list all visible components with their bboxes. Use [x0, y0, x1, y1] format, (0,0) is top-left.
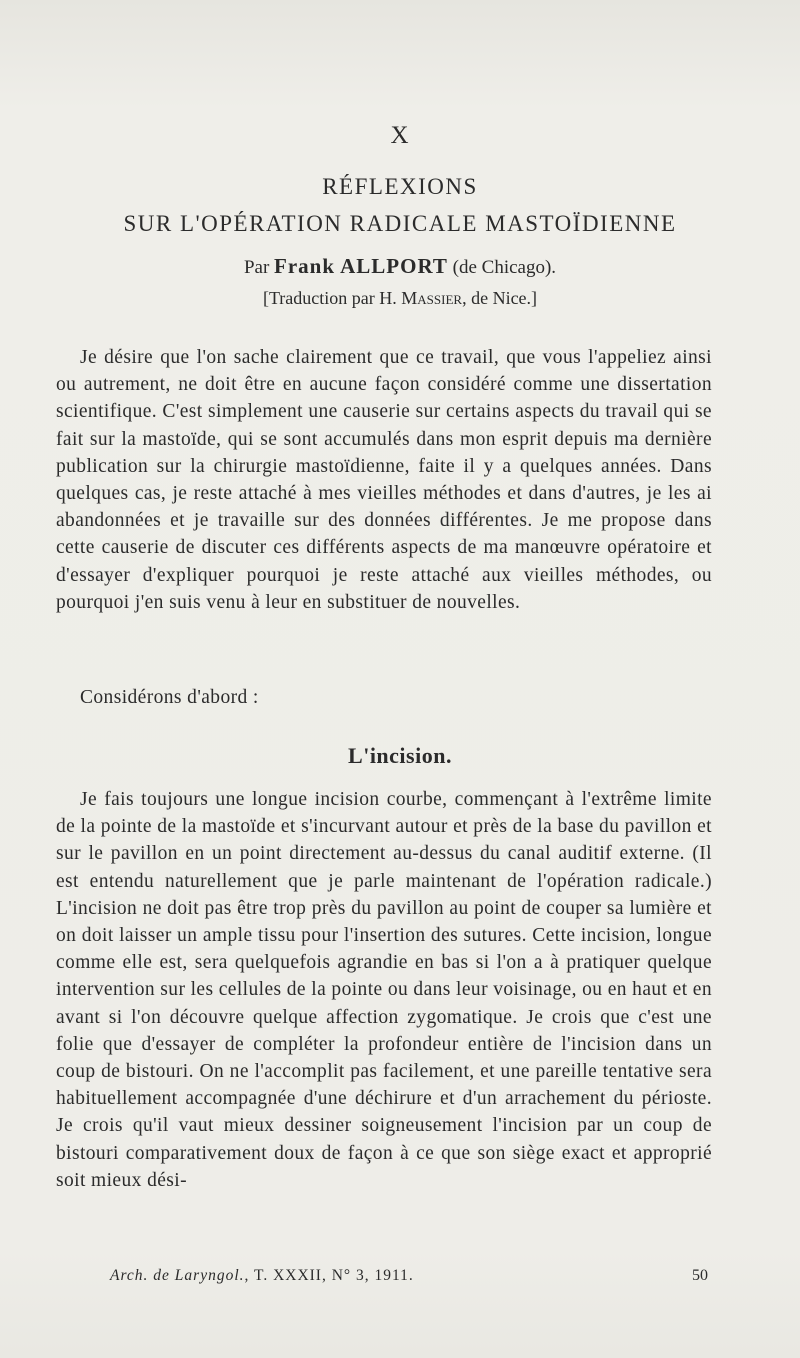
translator-name: Massier [401, 288, 463, 308]
body-paragraph-2: Je fais toujours une longue incision courbe, commençant à l'extrême limite de la pointe de la mastoïde et s'incurvant autour et près de la base du pavillon et sur le pavillon en un point directement au-dessus du canal auditif externe. (Il est entendu naturellement que je parle maintenant de l'opération radicale.) L'incision ne doit pas être trop près du pavillon au point de couper sa lumière et on doit laisser un ample tissu pour l'insertion des sutures. Cette incision, longue comme elle est, sera quelquefois agrandie en bas si l'on a à pratiquer quelque intervention sur les cellules de la pointe ou dans leur voisinage, ou en haut et en avant si l'on découvre quelque affection zygomatique. Je crois que c'est une folie que d'essayer de compléter la profondeur entière de l'incision dans un coup de bistouri. On ne l'accomplit pas facilement, et une pareille tentative sera habituellement accompagnée d'une déchirure et d'un arrachement du périoste. Je crois qu'il vaut mieux dessiner soigneusement l'incision par un coup de bistouri comparativement doux de façon à ce que son siège exact et approprié soit mieux dési- [56, 789, 712, 1191]
byline [0, 254, 800, 279]
article-title-line-1: RÉFLEXIONS [322, 174, 478, 199]
author-location: (de Chicago). [452, 257, 557, 278]
page-number: 50 [692, 1267, 708, 1284]
body-paragraph-considerons: Considérons d'abord : [80, 687, 259, 708]
journal-name: Arch. de Laryngol. [110, 1267, 245, 1284]
chapter-number: X [390, 122, 410, 149]
article-title-line-2: SUR L'OPÉRATION RADICALE MASTOÏDIENNE [123, 211, 677, 236]
journal-footer [110, 1267, 710, 1285]
journal-volume: , T. XXXII, N° 3, 1911. [244, 1267, 414, 1284]
body-paragraph-1: Je désire que l'on sache clairement que ce travail, que vous l'appeliez ainsi ou autrement, ne doit être en aucune façon considéré comme une dissertation scientifique. C'est simplement une causerie sur certains aspects du travail qui se fait sur la mastoïde, qui se sont accumulés dans mon esprit depuis ma dernière publication sur la chirurgie mastoïdienne, faite il y a quelques années. Dans quelques cas, je reste attaché à mes vieilles méthodes et dans d'autres, je les ai abandonnées et je travaille sur des données différentes. Je me propose dans cette causerie de discuter ces différents aspects de ma manœuvre opératoire et d'essayer d'expliquer pourquoi je reste attaché aux vieilles méthodes, ou pourquoi j'en suis venu à leur en substituer de nouvelles. [56, 347, 712, 613]
translation-prefix: [Traduction par H. [262, 288, 397, 308]
translation-note [0, 288, 800, 309]
byline-prefix: Par [243, 257, 270, 278]
section-heading: L'incision. [348, 743, 452, 768]
author-name: Frank ALLPORT [274, 254, 448, 278]
translation-suffix: , de Nice.] [462, 288, 538, 308]
